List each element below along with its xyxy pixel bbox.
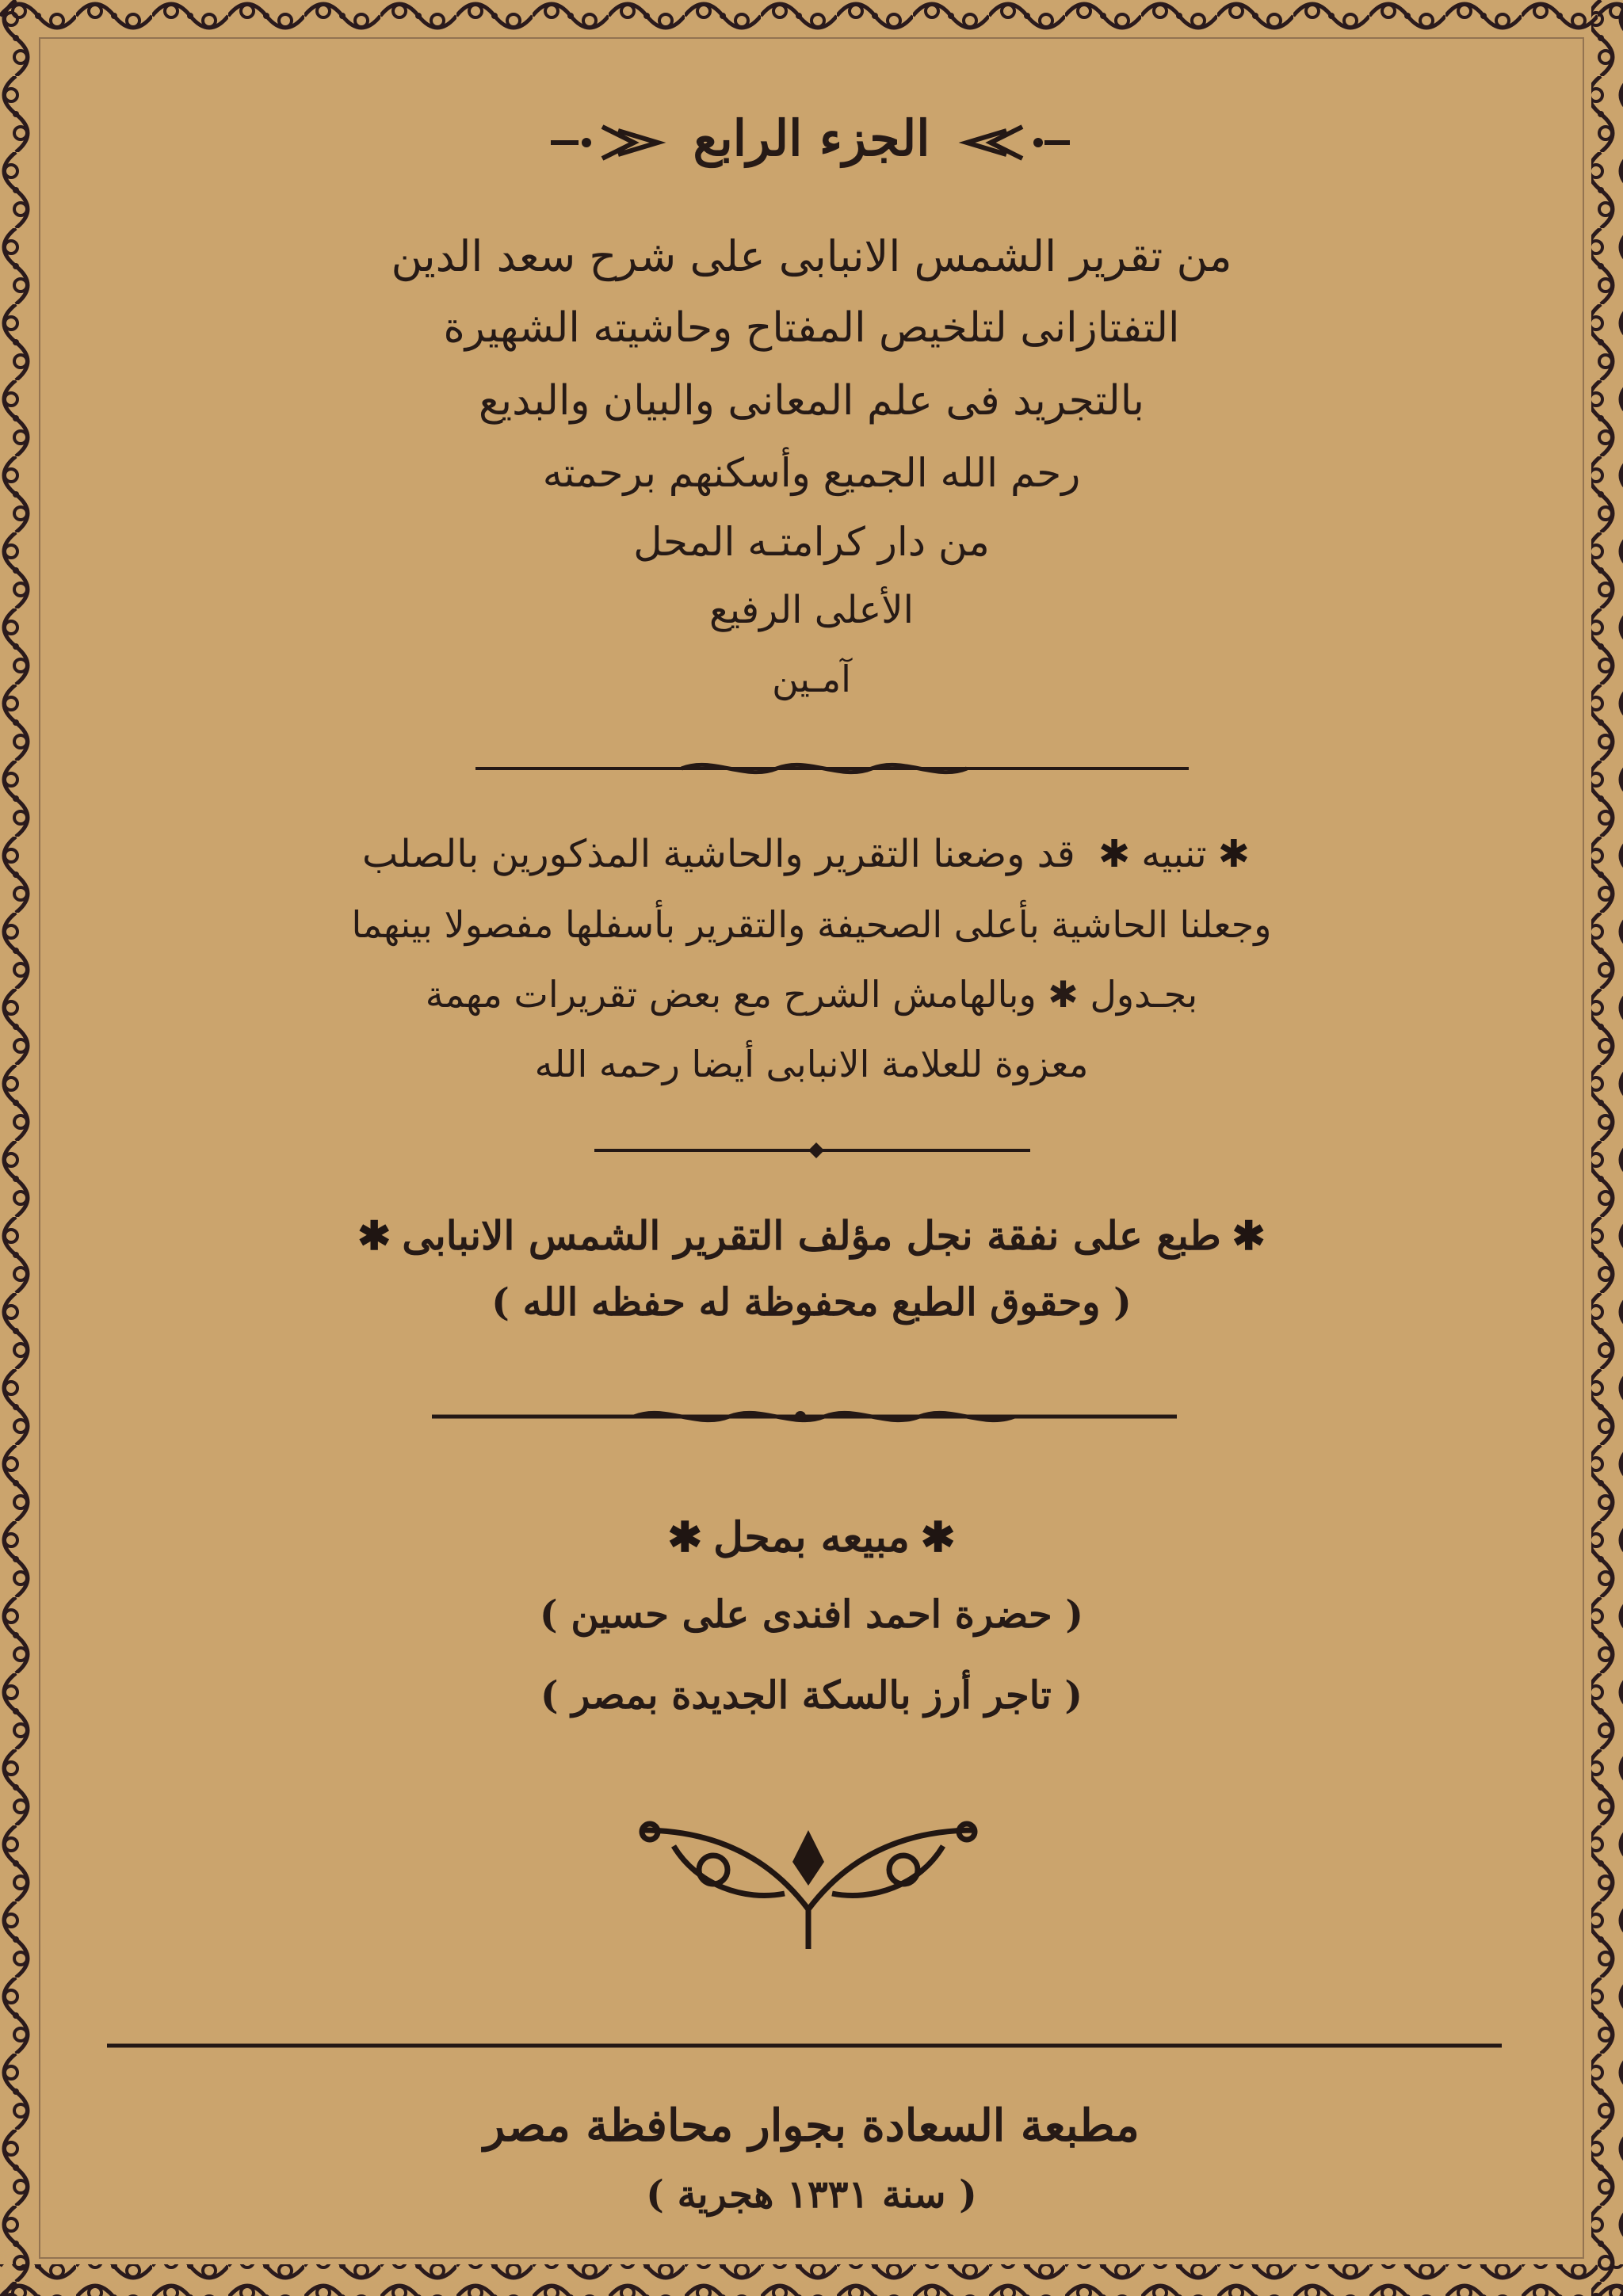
press-name: مطبعة السعادة بجوار محافظة مصر [483,2100,1140,2152]
star-ornament-icon: ✱ [357,1212,391,1259]
notice-text-1: قد وضعنا التقرير والحاشية المذكورين بالصلب [361,832,1075,876]
heading-line-1: من تقرير الشمس الانبابى على شرح سعد الدين [391,231,1232,281]
printing-text: طبع على نفقة نجل مؤلف التقرير الشمس الانبابى [402,1212,1221,1259]
divider-ornament [0,1401,1623,1432]
notice-label: تنبيه [1141,832,1207,876]
printing-line-1 [0,1212,1623,1259]
notice-line-2: وجعلنا الحاشية بأعلى الصحيفة والتقرير بأسفلها مفصولا بينهما [351,903,1272,946]
sales-heading-line [0,1513,1623,1562]
press-year: ( سنة ١٣٣١ هجرية ) [646,2172,977,2217]
heading-line-5: من دار كرامتـه المحل [633,519,990,565]
printing-line-2: ( وحقوق الطبع محفوظة له حفظه الله ) [491,1280,1132,1325]
border-bottom [0,2264,1623,2296]
heading-line-4: رحم الله الجميع وأسكنهم برحمته [542,450,1081,496]
sales-heading: مبيعه بمحل [713,1513,910,1562]
heading-line-3: بالتجريد فى علم المعانى والبيان والبديع [478,377,1145,425]
notice-line-3: بجـدول ✱ وبالهامش الشرح مع بعض تقريرات مهمة [425,973,1198,1016]
floral-ornament-icon [0,1814,1623,1957]
star-ornament-icon: ✱ [1098,832,1131,876]
divider-ornament [0,1135,1623,1166]
border-top [0,0,1623,32]
heading-line-2: التفتازانى لتلخيص المفتاح وحاشيته الشهيرة [443,304,1180,352]
notice-line-4: معزوة للعلامة الانبابى أيضا رحمه الله [534,1043,1089,1085]
star-ornament-icon: ✱ [920,1513,956,1562]
sales-line-1: ( حضرة احمد افندى على حسين ) [539,1592,1084,1637]
volume-title: الجزء الرابع [693,109,930,167]
heading-line-6: الأعلى الرفيع [709,588,914,632]
star-ornament-icon: ✱ [1232,1212,1266,1259]
star-ornament-icon: ✱ [667,1513,703,1562]
notice-line-1 [0,832,1623,876]
divider-ornament [0,753,1623,784]
star-ornament-icon: ✱ [1217,832,1250,876]
sales-line-2: ( تاجر أرز بالسكة الجديدة بمصر ) [540,1673,1083,1718]
heading-line-7: آمـين [772,658,851,700]
horizontal-rule [0,2038,1623,2054]
